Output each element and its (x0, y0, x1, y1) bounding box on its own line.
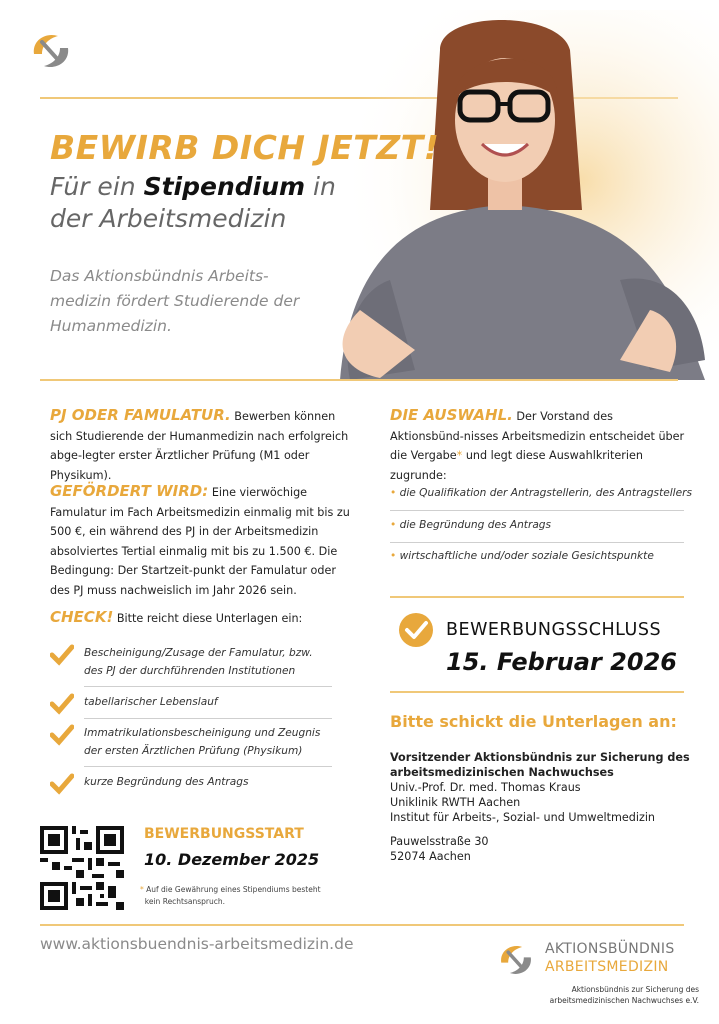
check-icon (50, 693, 74, 715)
check-item: Bescheinigung/Zusage der Famulatur, bzw. des PJ der durchführenden Institutionen (50, 644, 340, 684)
intro-text: Das Aktionsbündnis Arbeits-medizin fördert Studierende der Humanmedizin. (50, 267, 300, 335)
deadline-date: 15. Februar 2026 (446, 648, 677, 676)
check-item: kurze Begründung des Antrags (50, 773, 340, 795)
check-item: tabellarischer Lebenslauf (50, 693, 340, 715)
divider (390, 510, 684, 511)
website-link[interactable]: www.aktionsbuendnis-arbeitsmedizin.de (40, 935, 354, 953)
recipient-line2: arbeitsmedizinischen Nachwuchses (390, 766, 614, 779)
footer-divider (40, 924, 684, 926)
check-icon (50, 724, 74, 746)
start-label: BEWERBUNGSSTART (144, 826, 304, 842)
headline: BEWIRB DICH JETZT! (50, 128, 440, 167)
check-icon (50, 773, 74, 795)
org-subtitle: Aktionsbündnis zur Sicherung des arbeitsmedizinischen Nachwuchses e.V. (549, 985, 699, 1005)
deadline-label: BEWERBUNGSSCHLUSS (446, 620, 662, 640)
recipient-institute: Institut für Arbeits-, Sozial- und Umweltmedizin (390, 811, 656, 824)
subheadline: Für ein Stipendium in (50, 172, 336, 201)
criterion: • die Qualifikation der Antragstellerin, des Antragstellers (390, 487, 693, 499)
divider (390, 542, 684, 543)
footnote: * Auf die Gewährung eines Stipendiums besteht kein Rechtsanspruch. (140, 885, 321, 906)
selection-paragraph: DIE AUSWAHL. Der Vorstand des Aktionsbünd-nisses Arbeitsmedizin entscheidet über die Vergabe* und legt diese Auswahlkriterien zugrunde: (390, 406, 685, 482)
start-date: 10. Dezember 2025 (144, 850, 320, 869)
address-street: Pauwelsstraße 30 (390, 835, 489, 848)
student-portrait (320, 10, 719, 390)
qr-code-icon[interactable] (40, 826, 124, 910)
subheadline-line2: der Arbeitsmedizin (50, 204, 287, 233)
logo-mark-icon (496, 940, 536, 980)
deadline-top-divider (390, 596, 684, 598)
funded-paragraph: GEFÖRDERT WIRD: Eine vierwöchige Famulatur im Fach Arbeitsmedizin einmalig mit bis zu 500 €, ein während des PJ in der Arbeitsmedizin absolviertes Tertial einmalig mit bis zu 1.500 €. Die Bedingung: Der Startzeit-punkt der Famulatur oder des PJ muss nachweislich im Jahr 2026 sein. (50, 482, 350, 597)
send-title: Bitte schickt die Unterlagen an: (390, 712, 677, 731)
criterion: • die Begründung des Antrags (390, 519, 552, 531)
divider (84, 718, 332, 719)
recipient-clinic: Uniklinik RWTH Aachen (390, 796, 521, 809)
deadline-bottom-divider (390, 691, 684, 693)
org-name-line2: ARBEITSMEDIZIN (545, 959, 669, 975)
pj-paragraph: PJ ODER FAMULATUR. Bewerben können sich Studierende der Humanmedizin nach erfolgreich abge-legter erster Ärztlicher Prüfung (M1 oder Physikum). (50, 406, 349, 482)
divider (84, 686, 332, 687)
check-item: Immatrikulationsbescheinigung und Zeugnis der ersten Ärztlichen Prüfung (Physikum) (50, 724, 340, 764)
logo-mark-icon (28, 28, 74, 74)
check-circle-icon (398, 612, 434, 648)
hero-divider (40, 379, 678, 381)
recipient-person: Univ.-Prof. Dr. med. Thomas Kraus (390, 781, 581, 794)
criterion: • wirtschaftliche und/oder soziale Gesichtspunkte (390, 550, 654, 562)
check-icon (50, 644, 74, 666)
address-city: 52074 Aachen (390, 850, 471, 863)
divider (84, 766, 332, 767)
org-name-line1: AKTIONSBÜNDNIS (545, 941, 675, 957)
check-heading: CHECK! Bitte reicht diese Unterlagen ein: (50, 608, 303, 626)
recipient-line1: Vorsitzender Aktionsbündnis zur Sicherung des (390, 751, 690, 764)
